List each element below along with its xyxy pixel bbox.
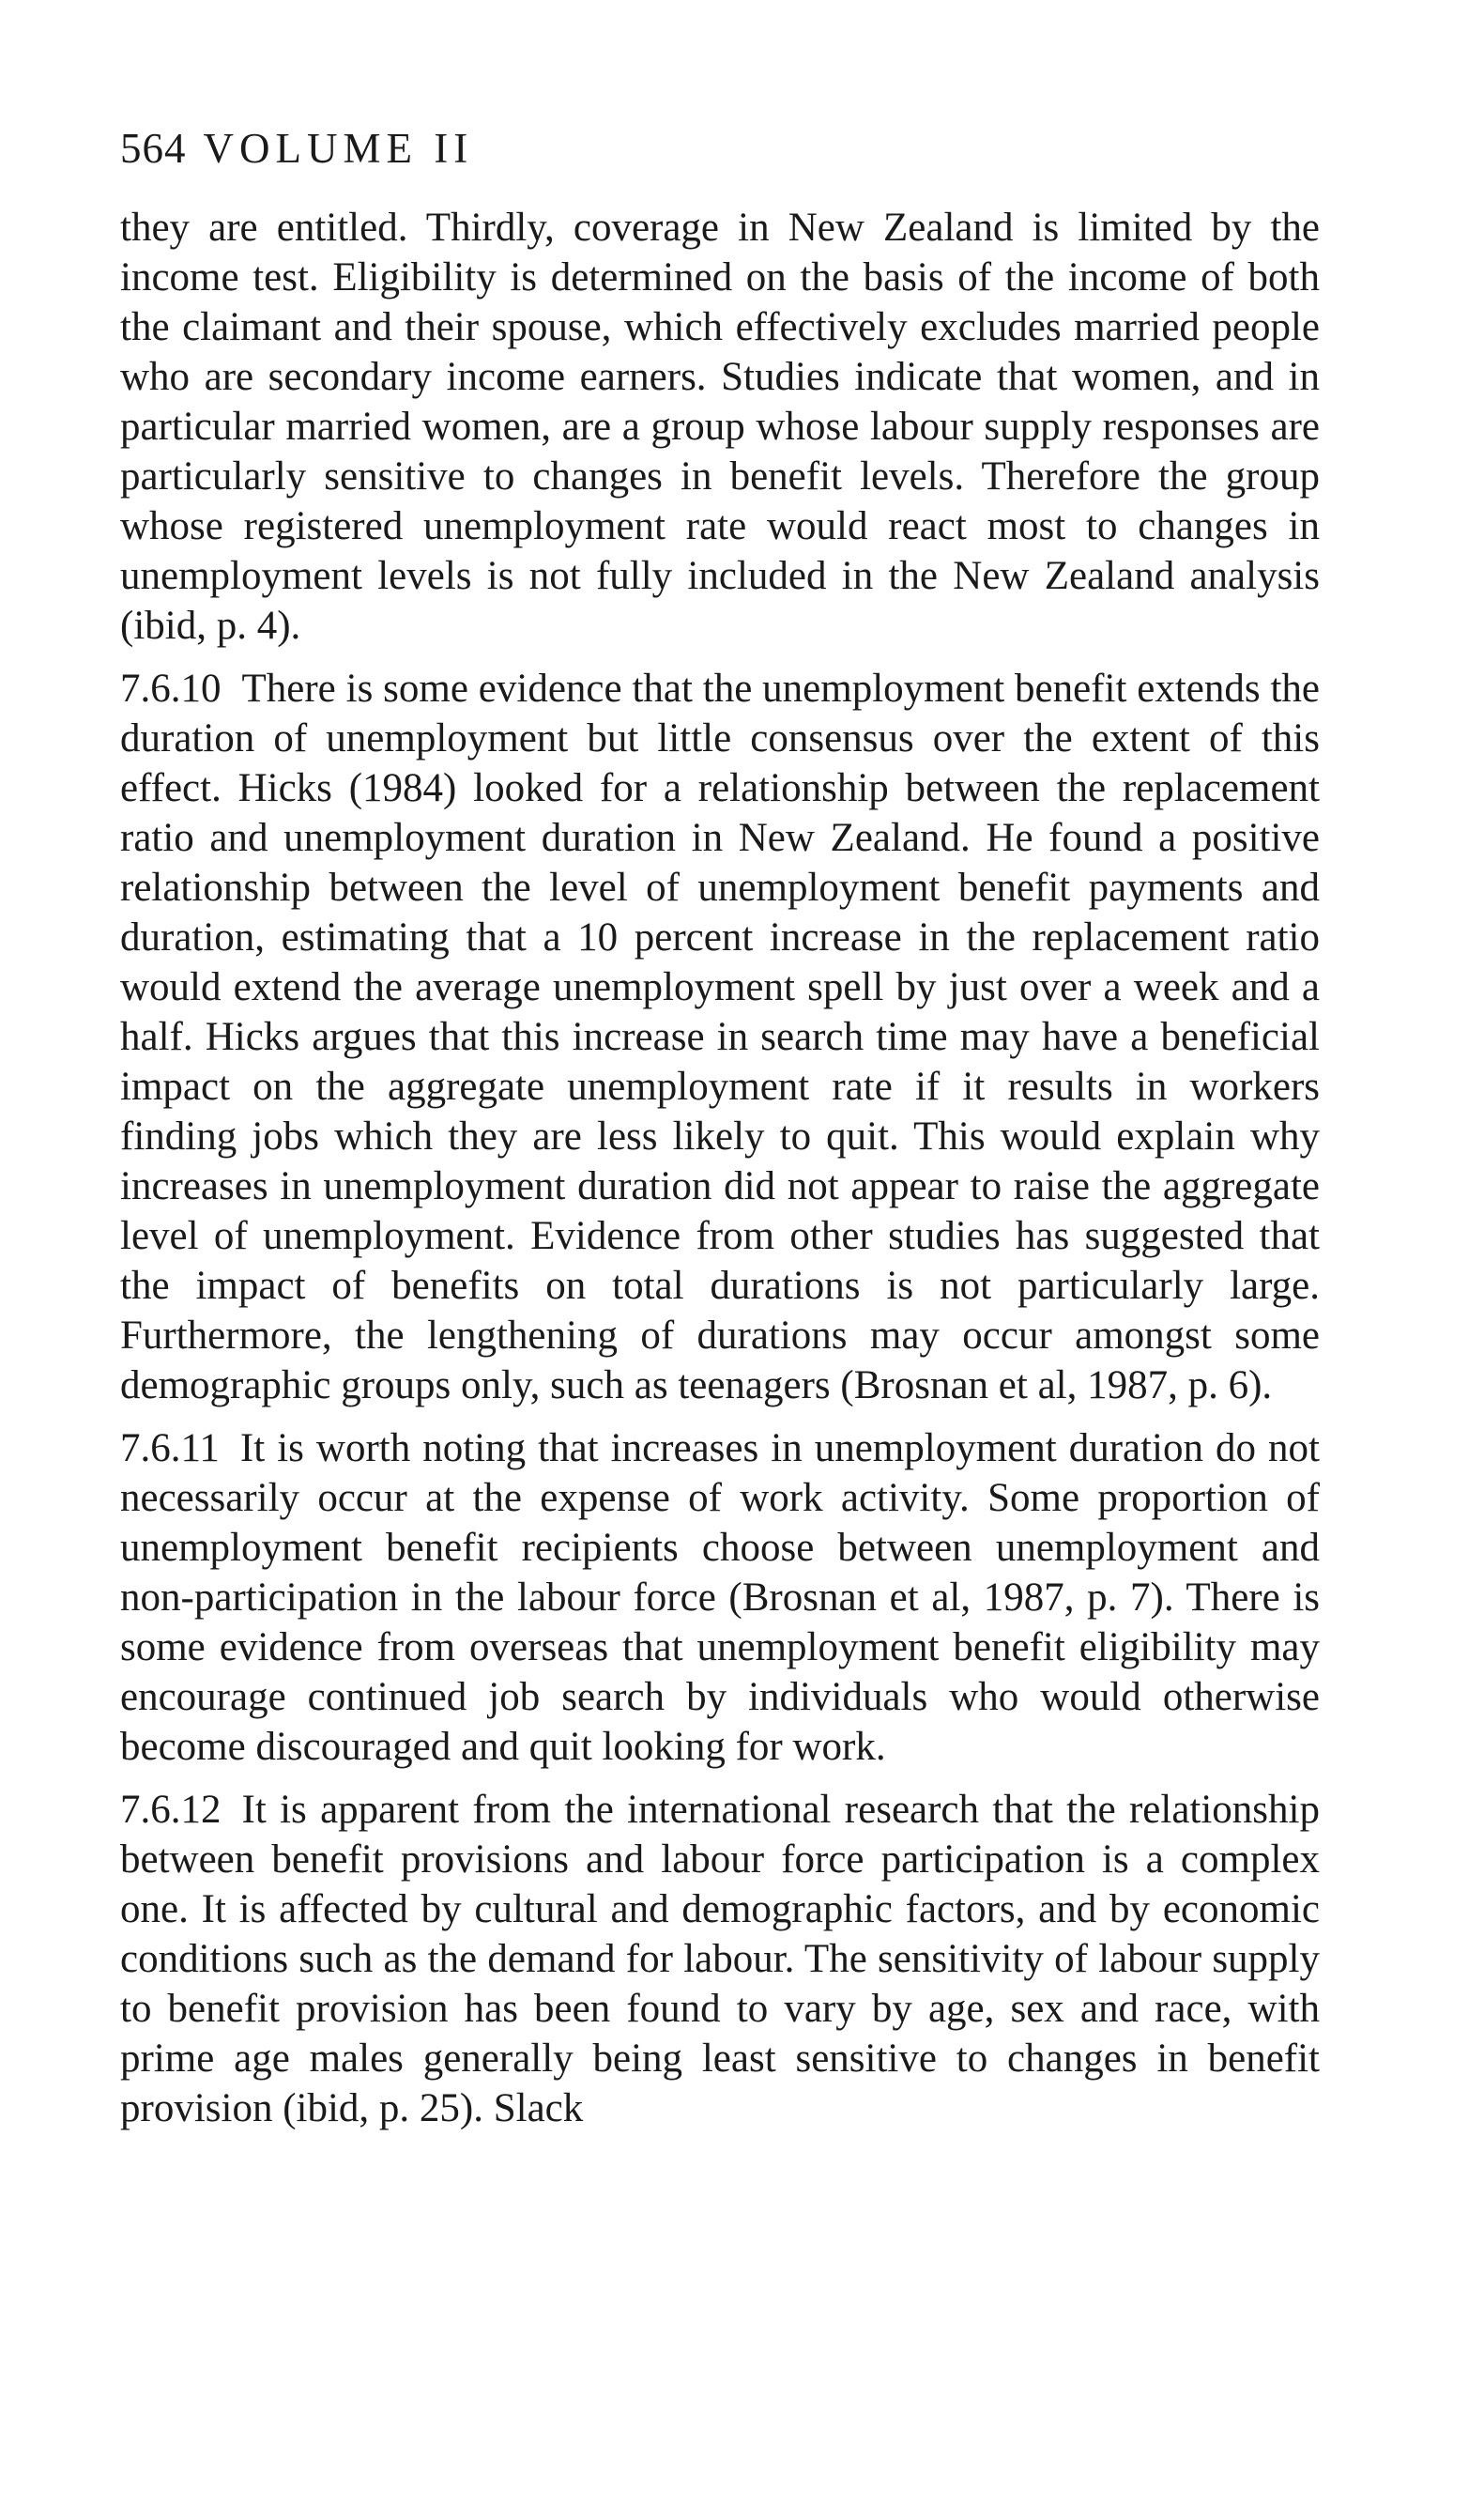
volume-label: VOLUME II: [203, 125, 474, 172]
paragraph-7-6-12: [120, 1785, 1320, 2133]
paragraph-text: It is apparent from the international research that the relationship between benefit provisions and labour force participation is a complex one. It is affected by cultural and demographic factors, and by economic conditions such as the demand for labour. The sensitivity of labour supply to benefit provision has been found to vary by age, sex and race, with prime age males generally being least sensitive to changes in benefit provision (ibid, p. 25). Slack: [120, 1788, 1320, 2130]
page-number: 564: [120, 125, 187, 172]
paragraph-7-6-10: [120, 664, 1320, 1410]
paragraph-number: 7.6.12: [120, 1788, 222, 1832]
paragraph-text: It is worth noting that increases in unemployment duration do not necessarily occur at the expense of work activity. Some proportion of unemployment benefit recipients choose between unemployment and non-participation in the labour force (Brosnan et al, 1987, p. 7). There is some evidence from overseas that unemployment benefit eligibility may encourage continued job search by individuals who would otherwise become discouraged and quit looking for work.: [120, 1426, 1320, 1769]
running-header: [120, 120, 1320, 177]
paragraph-text: There is some evidence that the unemployment benefit extends the duration of unemployment but little consensus over the extent of this effect. Hicks (1984) looked for a relationship between the replacement ratio and unemployment duration in New Zealand. He found a positive relationship between the level of unemployment benefit payments and duration, estimating that a 10 percent increase in the replacement ratio would extend the average unemployment spell by just over a week and a half. Hicks argues that this increase in search time may have a beneficial impact on the aggregate unemployment rate if it results in workers finding jobs which they are less likely to quit. This would explain why increases in unemployment duration did not appear to raise the aggregate level of unemployment. Evidence from other studies has suggested that the impact of benefits on total durations is not particularly large. Furthermore, the lengthening of durations may occur amongst some demographic groups only, such as teenagers (Brosnan et al, 1987, p. 6).: [120, 667, 1320, 1407]
document-page: [120, 120, 1320, 2146]
paragraph-continued: [120, 203, 1320, 651]
paragraph-text: they are entitled. Thirdly, coverage in New Zealand is limited by the income test. Eligibility is determined on the basis of the income of both the claimant and their spouse, which effectively excludes married people who are secondary income earners. Studies indicate that women, and in particular married women, are a group whose labour supply responses are particularly sensitive to changes in benefit levels. Therefore the group whose registered unemployment rate would react most to changes in unemployment levels is not fully included in the New Zealand analysis (ibid, p. 4).: [120, 206, 1320, 648]
paragraph-number: 7.6.10: [120, 667, 222, 711]
paragraph-7-6-11: [120, 1423, 1320, 1772]
paragraph-number: 7.6.11: [120, 1426, 220, 1470]
